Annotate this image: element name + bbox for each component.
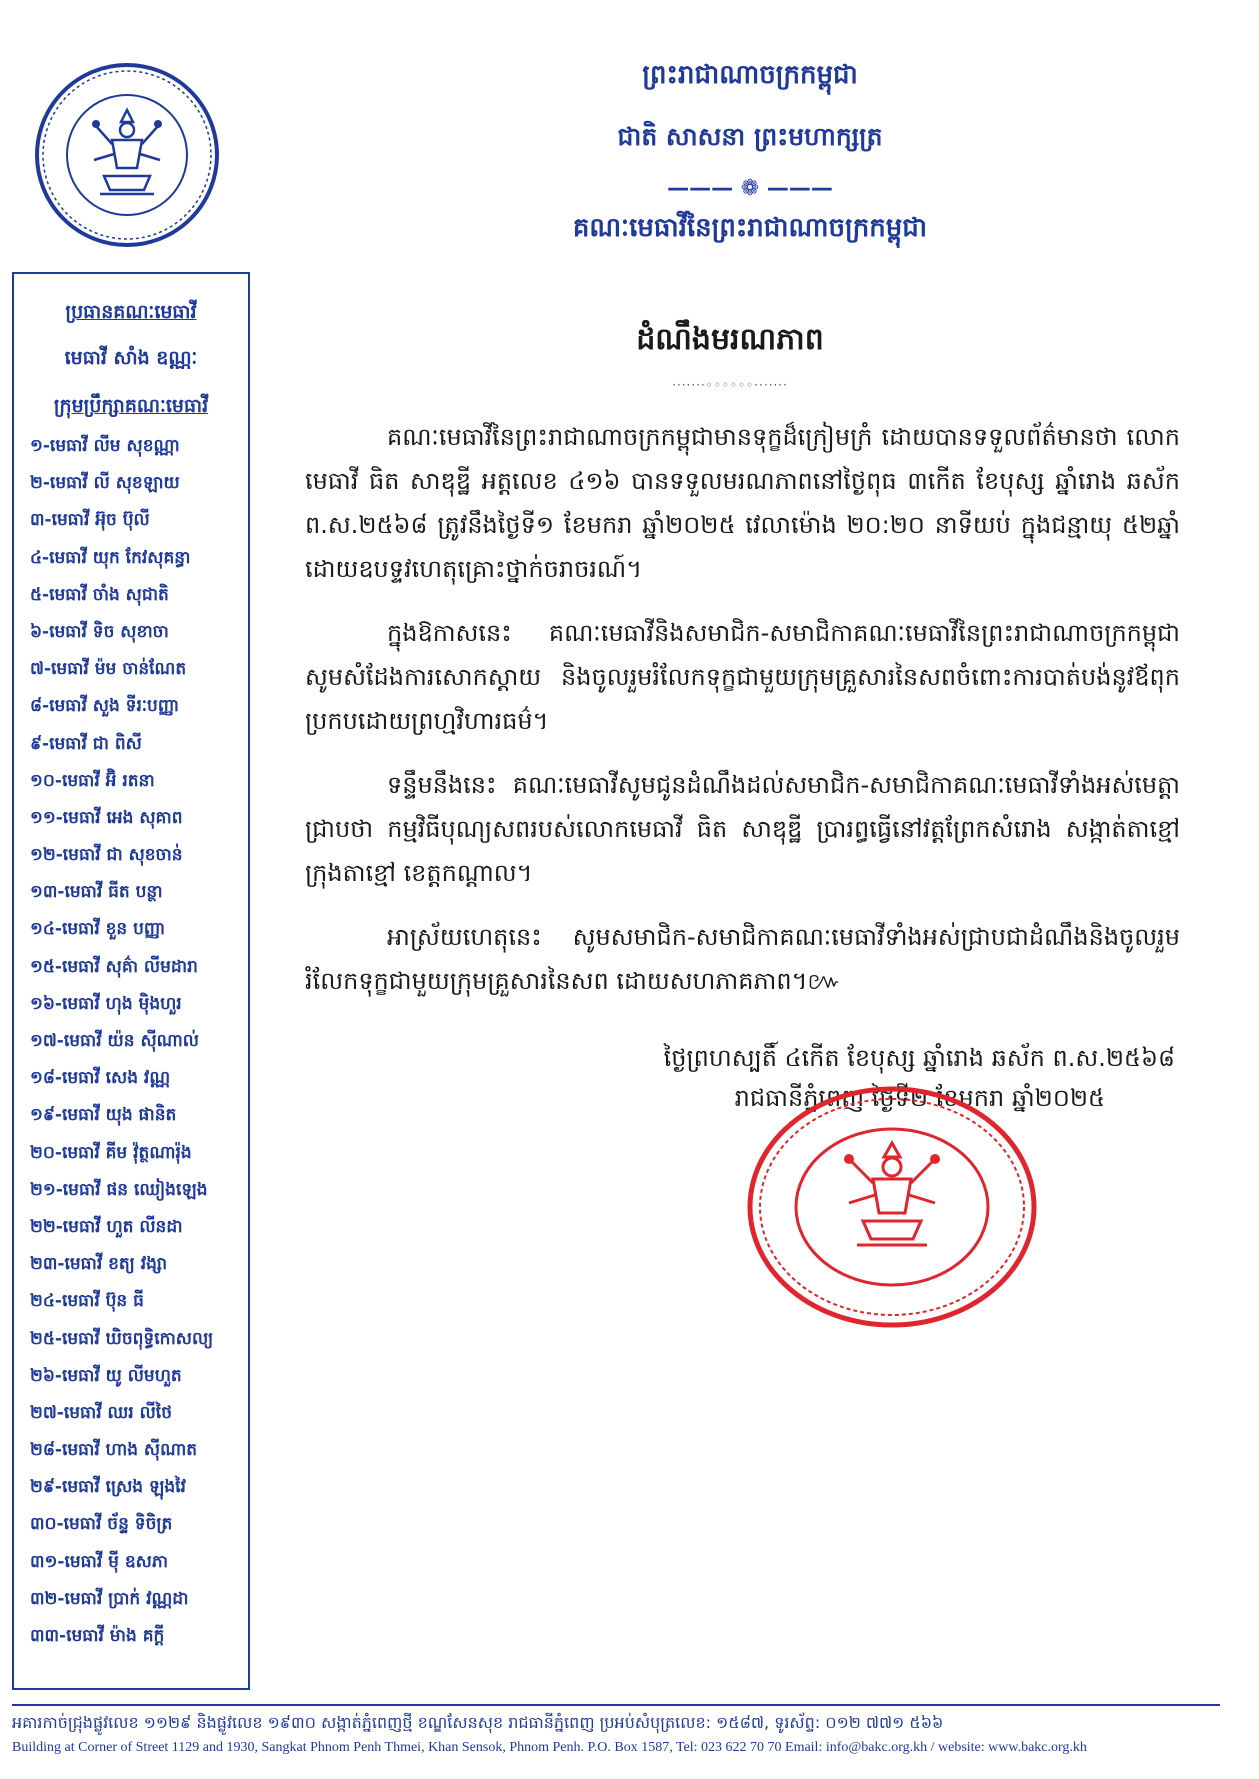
- notice-title: ដំណឹងមរណភាព: [636, 322, 824, 357]
- council-member: ៣-មេធាវី អ៊ុច ប៊ុលី: [30, 510, 150, 531]
- footer-divider: [12, 1704, 1220, 1706]
- council-member: ២៧-មេធាវី ឈរ លីថៃ: [30, 1402, 172, 1423]
- council-member: ១១-មេធាវី អេង សុគាព: [30, 807, 183, 828]
- council-member: ៣០-មេធាវី ច័ន្ទ ទិចិត្រ: [30, 1514, 173, 1535]
- header-ornament: ——— ❁ ———: [667, 176, 833, 201]
- council-member: ៣១-មេធាវី ម៉ី ឧសភា: [30, 1551, 169, 1572]
- council-member: ២៤-មេធាវី ប៊ុន ធី: [30, 1291, 144, 1312]
- council-member: ៤-មេធាវី យុក កែវសុគន្ធា: [30, 547, 191, 568]
- council-member: ៧-មេធាវី ម៉ម ចាន់ណែត: [30, 659, 187, 680]
- council-member: ២២-មេធាវី ហួត លីនដា: [30, 1216, 183, 1237]
- footer-address-khmer: អគារកាច់ជ្រុងផ្លូវលេខ ១១២៩ និងផ្លូវលេខ ១៩៣០ សង្កាត់ភ្នំពេញថ្មី ខណ្ឌសែនសុខ រាជធានីភ្នំពេញ ប្រអប់សំបុត្រលេខ: ១៥៨៧, ទូរស័ព្ទ: ០១២ ៧៧១ ៥៦៦: [12, 1713, 944, 1732]
- council-member: ៨-មេធាវី សួង ទីរៈបញ្ញា: [30, 696, 180, 717]
- council-member: ៦-មេធាវី ទិច សុខាចា: [30, 621, 169, 642]
- council-member: ៥-មេធាវី ចាំង សុជាតិ: [30, 584, 169, 605]
- council-member: ៣៣-មេធាវី ម៉ាង គក្តី: [30, 1626, 165, 1646]
- council-member: ១៨-មេធាវី សេង វណ្ណ: [30, 1068, 171, 1089]
- paragraph-1: គណៈមេធាវីនៃព្រះរាជាណាចក្រកម្ពុជាមានទុក្ខដ៏ក្រៀមក្រំ ដោយបានទទួលព័ត៌មានថា លោកមេធាវី ធិត សាឌុឌ្ឋី អត្តលេខ ៤១៦ បានទទួលមរណភាពនៅថ្ងៃពុធ ៣កើត ខែបុស្ស ឆ្នាំរោង ឆស័ក ព.ស.២៥៦៨ ត្រូវនឹងថ្ងៃទី១ ខែមករា ឆ្នាំ២០២៥ វេលាម៉ោង ២០:២០ នាទីយប់ ក្នុងជន្មាយុ ៥២ឆ្នាំ ដោយឧបទ្ទវហេតុគ្រោះថ្នាក់ចរាចរណ៍។: [305, 423, 1180, 583]
- council-member: ២៦-មេធាវី យូ លីមហួត: [30, 1365, 182, 1386]
- national-motto: ជាតិ សាសនា ព្រះមហាក្សត្រ: [617, 122, 883, 151]
- council-member: ១៥-មេធាវី សុគ៌ា លីមដារា: [30, 956, 198, 977]
- council-member: ១៦-មេធាវី ហុង ម៉ិងហួរ: [30, 993, 182, 1014]
- council-member: ២៥-មេធាវី ឃិចពុទ្ធិកោសល្យ: [30, 1328, 214, 1349]
- council-member: ២៩-មេធាវី ស្រេង ឡុងវៃ: [30, 1477, 186, 1498]
- solar-date: រាជធានីភ្នំពេញ ថ្ងៃទី២ ខែមករា ឆ្នាំ២០២៥: [734, 1084, 1105, 1112]
- paragraph-4: អាស្រ័យហេតុនេះ សូមសមាជិក-សមាជិកាគណៈមេធាវីទាំងអស់ជ្រាបជាដំណឹងនិងចូលរួមរំលែកទុក្ខជាមួយក្រុមគ្រួសារនៃសព ដោយសហភាគភាព។៚: [305, 923, 1180, 995]
- council-member-list: [14, 428, 248, 1655]
- footer-address-english: Building at Corner of Street 1129 and 1930, Sangkat Phnom Penh Thmei, Khan Sensok, Phnom Penh. P.O. Box 1587, Tel: 023 622 70 70 Email: info@bakc.org.kh / website: www.bakc.org.kh: [12, 1740, 1087, 1755]
- council-member: ៣២-មេធាវី ប្រាក់ វណ្ណដា: [30, 1588, 189, 1609]
- council-member: ១-មេធាវី លីម សុខណ្ណា: [30, 436, 180, 456]
- council-member: ១៧-មេធាវី យ៉ន ស៊ីណាល់: [30, 1031, 199, 1051]
- paragraph-3: ទន្ទឹមនឹងនេះ គណៈមេធាវីសូមជូនដំណឹងដល់សមាជិក-សមាជិកាគណៈមេធាវីទាំងអស់មេត្តាជ្រាបថា កម្មវិធីបុណ្យសពរបស់លោកមេធាវី ធិត សាឌុឌ្ឋី ប្រារព្ធធ្វើនៅវត្តព្រែកសំរោង សង្កាត់តាខ្មៅ ក្រុងតាខ្មៅ ខេត្តកណ្តាល។: [305, 771, 1180, 887]
- council-member: ១០-មេធាវី អ៊ិ រតនា: [30, 770, 155, 791]
- organization-name: គណៈមេធាវីនៃព្រះរាជាណាចក្រកម្ពុជា: [572, 213, 928, 243]
- council-member: ២៨-មេធាវី ហាង ស៊ីណាត: [30, 1440, 198, 1461]
- president-name: មេធាវី សាំង ឧណ្ណៈ: [64, 347, 198, 369]
- council-heading: ក្រុមប្រឹក្សាគណៈមេធាវី: [53, 395, 209, 417]
- notice-body: [305, 415, 1180, 1023]
- council-member: ១២-មេធាវី ជា សុខចាន់: [30, 845, 183, 866]
- title-ornament: ·······◦◦◦◦◦◦·······: [672, 378, 788, 392]
- council-member: ២០-មេធាវី គីម វ៉ុត្ថណារ៉ុង: [30, 1142, 192, 1163]
- council-member: ១៤-មេធាវី ខួន បញ្ញា: [30, 919, 166, 940]
- council-member: ២-មេធាវី លី សុខឡាយ: [30, 473, 180, 494]
- official-stamp: [745, 1085, 1040, 1330]
- bar-association-seal: [32, 60, 222, 250]
- council-member: ២១-មេធាវី ផន ឈៀងឡេង: [30, 1179, 208, 1200]
- letterhead: [470, 48, 1030, 249]
- council-member: ១៣-មេធាវី ធីត បន្ថា: [30, 882, 163, 903]
- kingdom-title: ព្រះរាជាណាចក្រកម្ពុជា: [642, 60, 858, 90]
- paragraph-2: ក្នុងឱកាសនេះ គណៈមេធាវីនិងសមាជិក-សមាជិកាគណៈមេធាវីនៃព្រះរាជាណាចក្រកម្ពុជាសូមសំដែងការសោកស្តាយ និងចូលរួមរំលែកទុក្ខជាមួយក្រុមគ្រួសារនៃសពចំពោះការបាត់បង់នូវឪពុក ប្រកបដោយព្រហ្មវិហារធម៌។: [305, 619, 1180, 735]
- lunar-date: ថ្ងៃព្រហស្បតិ៍ ៤កើត ខែបុស្ស ឆ្នាំរោង ឆស័ក ព.ស.២៥៦៨: [663, 1044, 1175, 1072]
- council-sidebar: [12, 272, 250, 1690]
- council-member: ២៣-មេធាវី ខត្យ វង្សា: [30, 1254, 168, 1275]
- president-heading: ប្រធានគណៈមេធាវី: [65, 301, 197, 323]
- council-member: ៩-មេធាវី ជា ពិសី: [30, 733, 142, 754]
- council-member: ១៩-មេធាវី យុង ផានិត: [30, 1105, 177, 1126]
